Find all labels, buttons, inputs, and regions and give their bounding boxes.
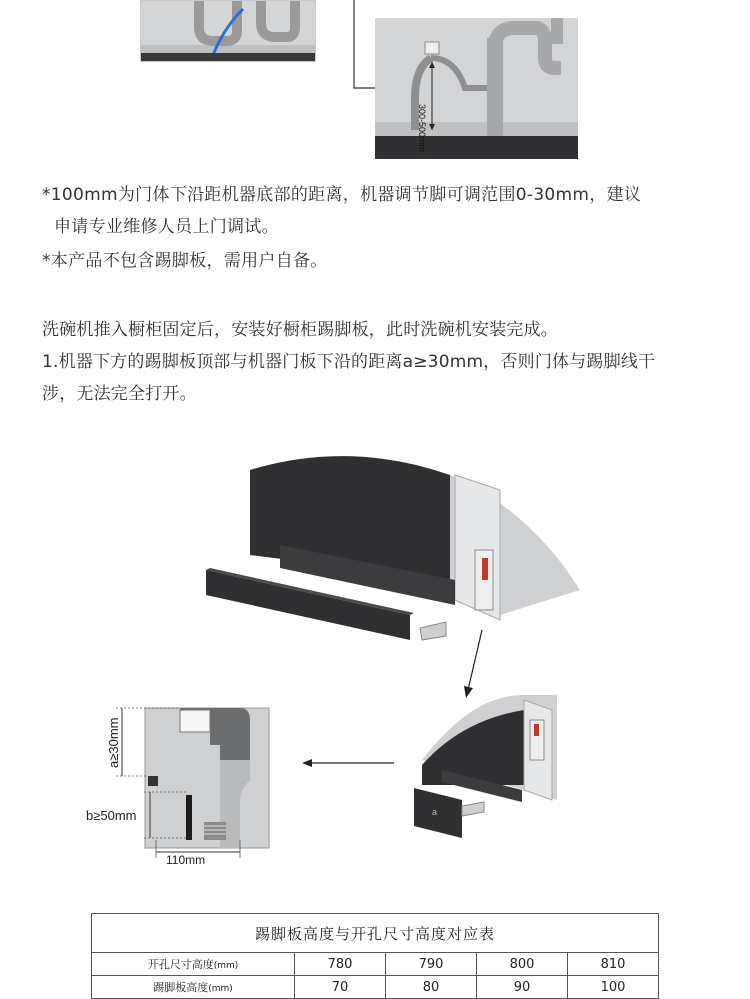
table-cell: 100 bbox=[568, 976, 659, 999]
table-cell: 790 bbox=[386, 953, 477, 976]
sink-drain-pipe-illustration bbox=[141, 1, 315, 61]
kickboard-detail-illustration bbox=[412, 690, 572, 840]
note-door-distance-line2: 申请专业维修人员上门调试。 bbox=[54, 217, 279, 237]
note-kickboard-not-included: *本产品不包含踢脚板，需用户自备。 bbox=[42, 251, 328, 271]
kickboard-installation-illustration bbox=[200, 450, 600, 660]
top-photo-left bbox=[140, 0, 316, 62]
table-row bbox=[92, 976, 659, 999]
svg-text:a: a bbox=[432, 807, 438, 817]
table-cell: 90 bbox=[477, 976, 568, 999]
dimension-label-b: b≥50mm bbox=[86, 808, 137, 823]
instruction-line3: 涉，无法完全打开。 bbox=[42, 384, 197, 404]
instruction-line2: 1.机器下方的踢脚板顶部与机器门板下沿的距离a≥30mm，否则门体与踢脚线干 bbox=[42, 352, 656, 372]
table-title: 踢脚板高度与开孔尺寸高度对应表 bbox=[92, 914, 659, 953]
table-cell: 70 bbox=[295, 976, 386, 999]
arrow-left-icon bbox=[300, 756, 396, 770]
dimension-label-a: a≥30mm bbox=[106, 717, 121, 768]
note-door-distance-line1: *100mm为门体下沿距机器底部的距离，机器调节脚可调范围0-30mm，建议 bbox=[42, 185, 642, 205]
table-cell: 780 bbox=[295, 953, 386, 976]
table-cell: 800 bbox=[477, 953, 568, 976]
kickboard-height-table bbox=[91, 913, 659, 999]
table-cell: 810 bbox=[568, 953, 659, 976]
table-row bbox=[92, 953, 659, 976]
row-label-kickboard-height: 踢脚板高度(mm) bbox=[92, 976, 295, 999]
dimension-label-drain-height: 300-500mm bbox=[417, 104, 427, 153]
instruction-line1: 洗碗机推入橱柜固定后，安装好橱柜踢脚板，此时洗碗机安装完成。 bbox=[42, 320, 558, 340]
row-label-opening-height: 开孔尺寸高度(mm) bbox=[92, 953, 295, 976]
cross-section-diagram bbox=[100, 700, 275, 870]
top-photo-right bbox=[375, 18, 578, 159]
dimension-label-width: 110mm bbox=[166, 853, 206, 867]
table-cell: 80 bbox=[386, 976, 477, 999]
drain-height-illustration bbox=[375, 18, 578, 159]
